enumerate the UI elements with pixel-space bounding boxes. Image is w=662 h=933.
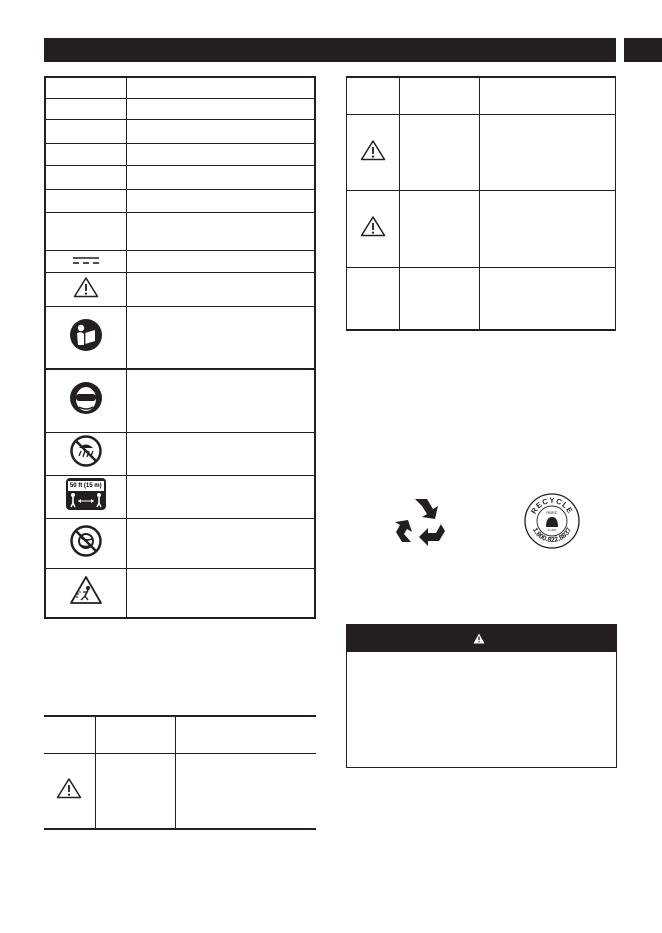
seal-top-text: RECYCLE [528,495,576,516]
signal-header-symbol [44,716,95,753]
warning-triangle-icon [360,215,386,237]
symbols-row [45,568,315,618]
signal-header-meaning [480,77,616,114]
keep-bystanders-away-icon [66,478,106,510]
symbols-row [45,272,315,306]
symbols-row [45,77,315,98]
symbol-cell [45,189,126,212]
symbol-text [126,306,315,369]
rbrc-recycle-seal [524,493,580,549]
signal-symbol-cell [347,190,400,267]
read-manual-icon [69,318,103,352]
signal-row [44,753,316,829]
signal-word [95,753,175,829]
symbol-cell [45,119,126,143]
symbols-row [45,119,315,143]
signal-header-symbol [347,77,400,114]
symbols-row [45,432,315,475]
signal-meaning [480,190,616,267]
page-tab [624,38,662,62]
symbols-row [45,189,315,212]
no-loose-clothing-icon [70,525,102,557]
warning-triangle-icon [56,777,82,799]
signal-header-meaning [175,716,316,753]
signal-meaning [480,267,616,330]
symbol-text [126,369,315,432]
signal-row [347,190,616,267]
symbol-text [126,77,315,98]
section-header-bar [44,38,616,62]
symbol-text [126,189,315,212]
symbols-row [45,212,315,250]
symbol-text [126,143,315,165]
warning-triangle-icon [73,276,99,298]
seal-bottom-text: 1.800.822.8837 [530,526,574,545]
signal-word [400,267,480,330]
symbols-row [45,98,315,119]
direct-current-icon [71,255,101,265]
symbols-row [45,518,315,568]
symbol-cell [45,165,126,189]
rbrc-seal-graphic [524,493,580,549]
signal-row [347,114,616,190]
signal-row [347,267,616,330]
seal-middle-text: RBRC [546,510,558,515]
symbol-cell [45,98,126,119]
seal-center-text: Li-ion [547,528,557,532]
symbol-cell [45,475,126,518]
symbol-cell [45,250,126,272]
no-rain-icon [70,435,102,467]
signal-header-word [400,77,480,114]
person-icon [68,492,104,508]
eye-protection-icon [69,381,103,415]
symbol-cell [45,306,126,369]
signal-meaning [175,753,316,829]
symbol-cell [45,518,126,568]
signal-symbol-cell [44,753,95,829]
thrown-objects-icon [69,575,103,605]
symbol-cell [45,212,126,250]
warning-triangle-icon [473,633,485,644]
signal-header-word [95,716,175,753]
signal-header-row [44,716,316,753]
warning-box [346,624,617,768]
symbols-row [45,250,315,272]
signal-symbol-cell [347,267,400,330]
warning-header [347,625,616,652]
signal-meaning [480,114,616,190]
symbol-text [126,432,315,475]
symbol-cell [45,272,126,306]
warning-triangle-icon [360,139,386,161]
symbol-cell [45,568,126,618]
signal-header-row [347,77,616,114]
symbol-text [126,119,315,143]
symbol-cell [45,77,126,98]
signal-symbol-cell [347,114,400,190]
recycle-arrows-icon [388,492,460,548]
warning-body [347,652,616,668]
symbols-row [45,475,315,518]
symbol-text [126,98,315,119]
symbols-row [45,143,315,165]
signal-words-table-right [346,76,616,331]
distance-label: 50 ft (15 m) [68,481,104,491]
symbol-text [126,212,315,250]
signal-word [400,114,480,190]
symbol-text [126,475,315,518]
symbols-row [45,165,315,189]
symbol-text [126,568,315,618]
symbols-row [45,369,315,432]
symbol-text [126,518,315,568]
symbol-cell [45,143,126,165]
signal-words-table-left [44,715,316,830]
symbol-text [126,165,315,189]
symbol-cell [45,432,126,475]
symbol-text [126,250,315,272]
symbol-text [126,272,315,306]
symbols-table [44,76,316,619]
symbols-row [45,306,315,369]
signal-word [400,190,480,267]
recycle-symbol [388,492,460,548]
symbol-cell [45,369,126,432]
